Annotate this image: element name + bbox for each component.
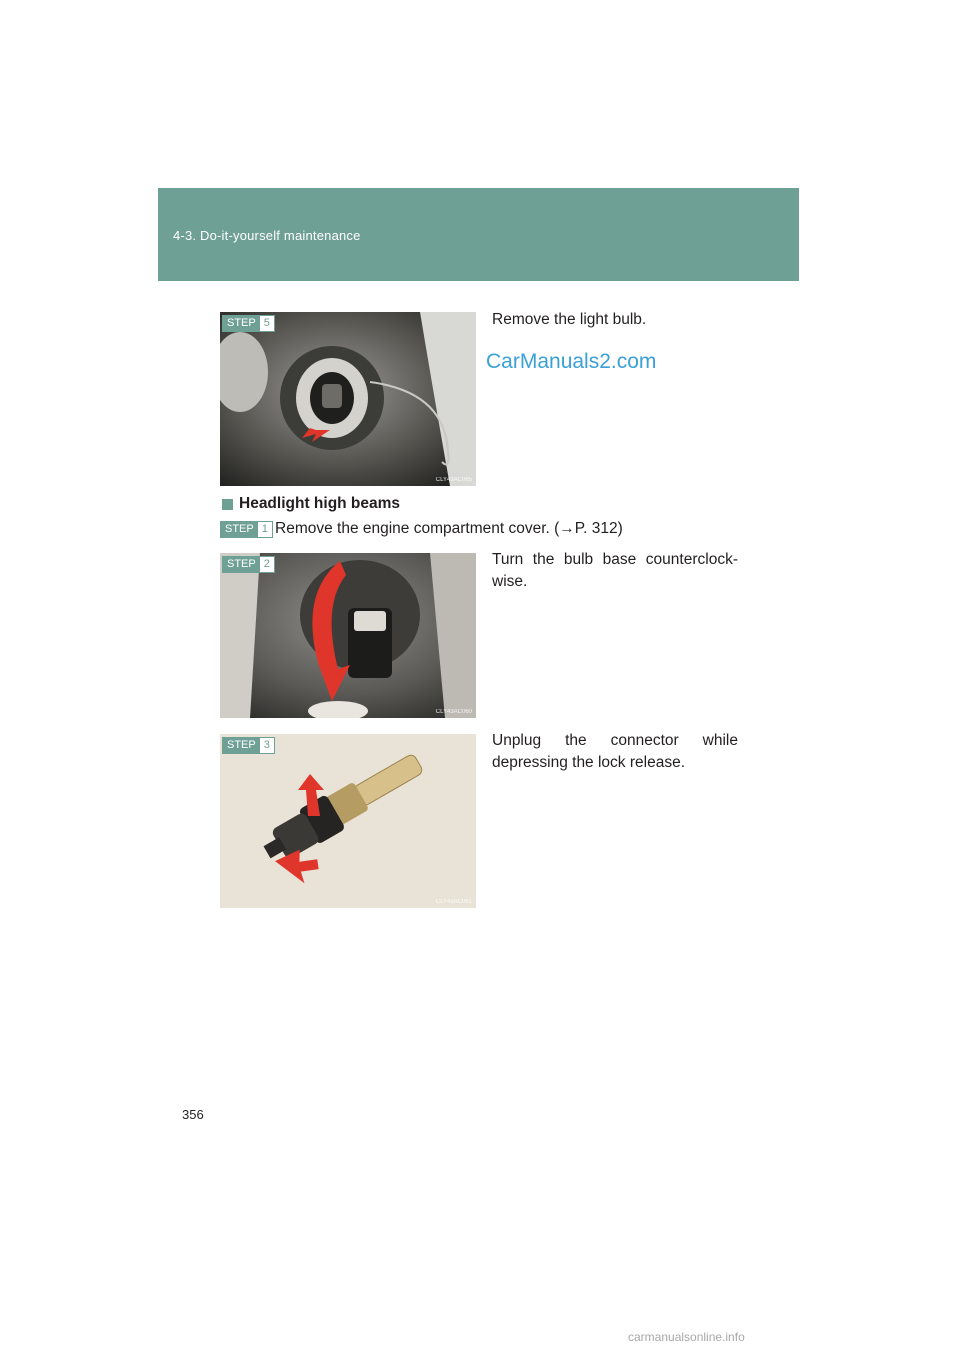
step-word: STEP — [223, 557, 260, 572]
step5-badge — [222, 315, 275, 332]
section-title: Headlight high beams — [239, 495, 401, 512]
watermark-text: CarManuals2.com — [486, 350, 657, 373]
step1-text: Remove the engine compartment cover. (→P. 312) — [275, 520, 623, 537]
headlight-socket-illustration — [220, 312, 476, 486]
step3-photo — [220, 734, 476, 908]
step-number: 5 — [263, 317, 270, 329]
step2-text: Turn the bulb base counterclock-wise. — [492, 551, 738, 590]
step-word: STEP — [221, 522, 258, 537]
section-heading — [222, 495, 400, 513]
step5-image-code: CLY43AC065 — [435, 477, 472, 483]
step-number: 1 — [261, 523, 268, 535]
connector-unplug-illustration — [220, 734, 476, 908]
step-number: 3 — [263, 739, 270, 751]
step5-photo — [220, 312, 476, 486]
step-word: STEP — [223, 738, 260, 753]
footer-watermark: carmanualsonline.info — [628, 1330, 745, 1344]
bullet-square-icon — [222, 499, 233, 510]
section-header-bar — [158, 188, 799, 281]
step-word: STEP — [223, 316, 260, 331]
bulb-base-rotation-illustration — [220, 553, 476, 718]
step2-photo — [220, 553, 476, 718]
step3-badge — [222, 737, 275, 754]
step1-badge — [220, 521, 273, 538]
step5-text: Remove the light bulb. — [492, 311, 647, 328]
step-number: 2 — [263, 558, 270, 570]
step3-text: Unplug the connector while depressing the lock release. — [492, 732, 738, 771]
step2-image-code: CLY43AC060 — [435, 709, 472, 715]
step3-image-code: CLY43AC061 — [435, 899, 472, 905]
chapter-title: 4-3. Do-it-yourself maintenance — [173, 228, 361, 243]
page-number: 356 — [182, 1107, 204, 1122]
step2-badge — [222, 556, 275, 573]
